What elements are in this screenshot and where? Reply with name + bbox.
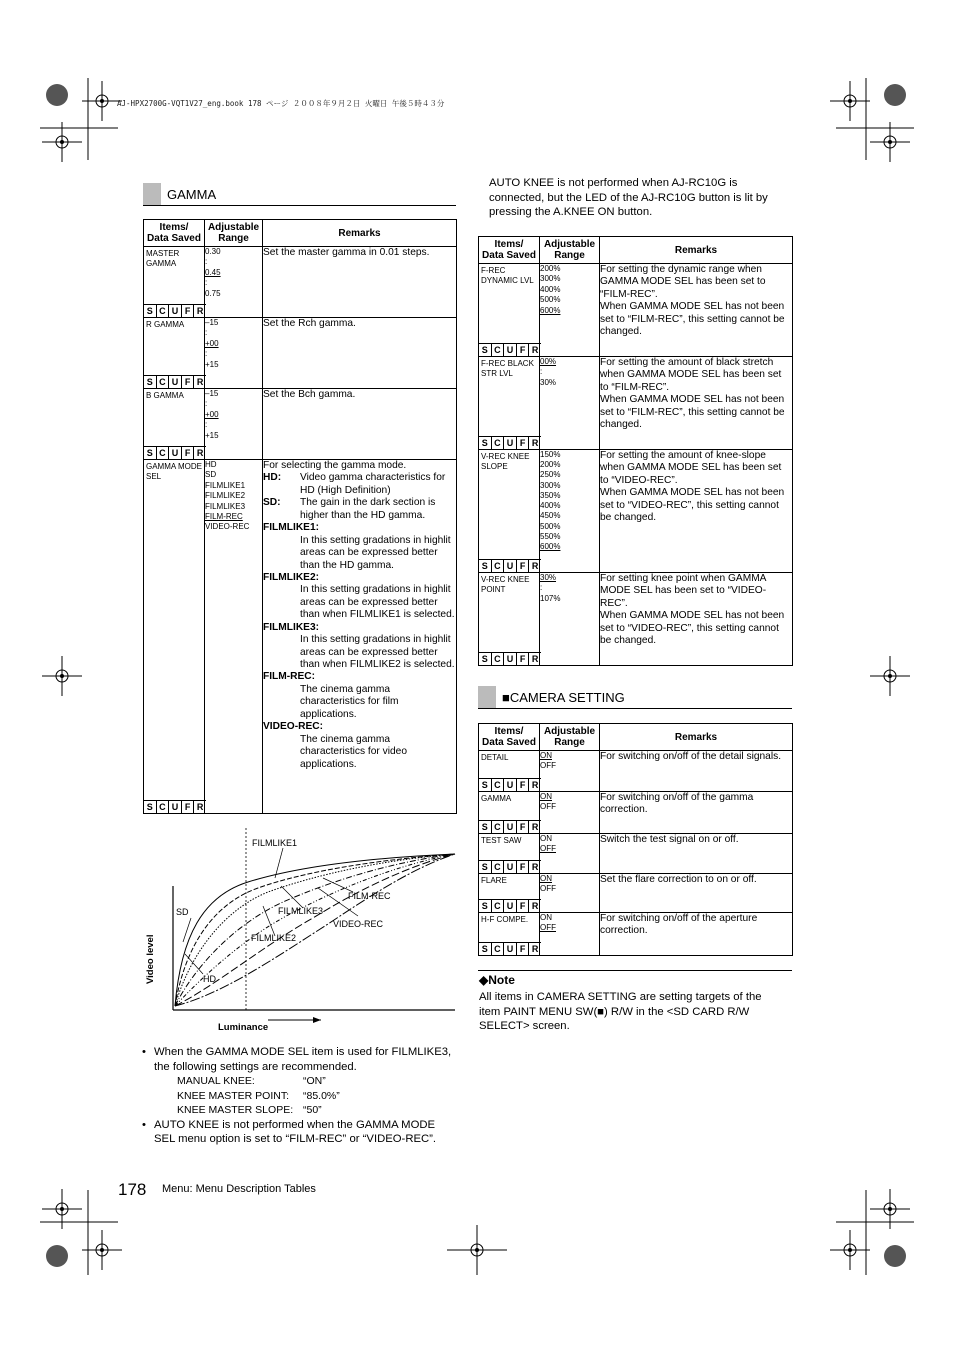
setting-value: “50”	[303, 1104, 322, 1116]
flag-r: R	[194, 446, 206, 459]
flag-s: S	[479, 343, 492, 356]
auto-knee-note: AUTO KNEE is not performed when AJ-RC10G is connected, but the LED of the AJ-RC10G button is lit by pressing the A.KNEE ON button.	[489, 177, 768, 218]
item-name: H-F COMPE.	[481, 915, 529, 924]
y-axis-label: Video level	[145, 934, 156, 984]
flag-r: R	[529, 820, 541, 833]
flag-c: C	[157, 304, 170, 317]
range-value: 30%	[540, 573, 557, 582]
table-row	[479, 357, 793, 450]
table-row	[479, 792, 793, 834]
table-row	[479, 573, 793, 666]
flag-f: F	[517, 899, 530, 912]
save-flags	[479, 343, 541, 356]
item-name: GAMMA	[481, 794, 512, 803]
range-value: :	[205, 278, 208, 288]
range-value: HD	[205, 460, 217, 469]
range-value: FILM-REC	[205, 511, 243, 521]
flag-c: C	[492, 942, 505, 955]
remarks: Switch the test signal on or off.	[600, 834, 793, 874]
mode-key: FILMLIKE2:	[263, 571, 320, 583]
save-flags	[144, 446, 206, 459]
flag-u: U	[504, 436, 517, 449]
flag-r: R	[529, 942, 541, 955]
range-value: +00	[205, 338, 219, 348]
curve-film-rec	[175, 854, 455, 1006]
mode-key: SD:	[263, 497, 281, 509]
col-items-header: Items/ Data Saved	[144, 220, 205, 247]
flag-r: R	[529, 899, 541, 912]
gamma-curve-graph	[143, 826, 457, 1036]
table-row	[144, 389, 457, 460]
flag-c: C	[492, 652, 505, 665]
range-value: –15	[205, 318, 219, 327]
range-value: 350%	[540, 490, 561, 500]
remarks: For switching on/off of the aperture correction.	[600, 913, 793, 956]
save-flags	[144, 800, 206, 813]
camera-table	[478, 723, 793, 956]
setting-row	[165, 1074, 457, 1089]
flag-c: C	[492, 343, 505, 356]
curve-video-rec	[175, 854, 455, 1006]
range-list	[205, 318, 263, 389]
save-flags	[479, 436, 541, 449]
mode-key: HD:	[263, 472, 282, 484]
range-value: :	[205, 420, 208, 430]
range-value: :	[205, 257, 208, 267]
recommended-settings	[142, 1074, 457, 1118]
table-row	[479, 264, 793, 357]
flag-u: U	[169, 375, 182, 388]
mode-desc: In this setting gradations in highlit areas can be expressed better than when FILMLIKE1 is selected.	[300, 584, 455, 621]
label-filmlike2: FILMLIKE2	[251, 933, 297, 943]
range-value: –15	[205, 389, 219, 398]
range-value: OFF	[540, 844, 556, 854]
label-video-rec: VIDEO-REC	[333, 919, 384, 929]
curve-filmlike1	[175, 854, 455, 1006]
remarks: For setting the dynamic range when GAMMA MODE SEL has been set to “FILM-REC”. When GAMMA MODE SEL has not been set to “FILM-REC”, this setting cannot be changed.	[600, 264, 793, 357]
range-value: 450%	[540, 511, 561, 521]
heading-marker	[143, 183, 161, 205]
flag-r: R	[194, 304, 206, 317]
flag-u: U	[504, 778, 517, 791]
range-value: 400%	[540, 501, 561, 511]
setting-value: “85.0%”	[303, 1089, 340, 1102]
flag-s: S	[479, 860, 492, 873]
range-value: :	[540, 367, 543, 377]
save-flags	[479, 778, 541, 791]
mode-desc: In this setting gradations in highlit areas can be expressed better than when FILMLIKE2 is selected.	[300, 634, 455, 670]
col-range-header: Adjustable Range	[205, 220, 263, 247]
note-text: All items in CAMERA SETTING are setting targets of the item PAINT MENU SW(■) R/W in the <SD CARD R/W SELECT> screen.	[479, 991, 762, 1032]
flag-r: R	[529, 778, 541, 791]
flag-c: C	[157, 800, 170, 813]
flag-r: R	[194, 800, 206, 813]
flag-f: F	[517, 436, 530, 449]
table-row	[144, 247, 457, 318]
range-value: 550%	[540, 531, 561, 541]
range-value: 500%	[540, 295, 561, 305]
col-range-header: Adjustable Range	[540, 237, 600, 264]
range-value: 150%	[540, 450, 561, 459]
range-list	[205, 247, 263, 318]
col-items-header: Items/ Data Saved	[479, 724, 540, 751]
setting-key: MANUAL KNEE:	[177, 1075, 255, 1087]
item-name: DETAIL	[481, 753, 509, 762]
range-list	[205, 389, 263, 460]
flag-u: U	[504, 559, 517, 572]
item-name: MASTER GAMMA	[146, 249, 180, 268]
mode-desc: The cinema gamma characteristics for film applications.	[300, 683, 399, 720]
mode-key: FILMLIKE3:	[263, 621, 320, 633]
flag-s: S	[479, 942, 492, 955]
save-flags	[479, 942, 541, 955]
camera-heading-label: ■CAMERA SETTING	[502, 690, 625, 705]
range-list	[540, 874, 600, 913]
curve-filmlike3	[175, 854, 455, 1006]
range-value: FILMLIKE3	[205, 501, 246, 511]
mode-desc: The cinema gamma characteristics for video applications.	[300, 733, 408, 770]
col-items-header: Items/ Data Saved	[479, 237, 540, 264]
range-value: ON	[540, 913, 552, 922]
flag-r: R	[529, 343, 541, 356]
save-flags	[479, 860, 541, 873]
range-value: 30%	[540, 377, 557, 387]
mode-key: VIDEO-REC:	[263, 721, 323, 733]
flag-s: S	[144, 800, 157, 813]
save-flags	[479, 899, 541, 912]
note-title: ◆Note	[479, 973, 515, 987]
remarks: For switching on/off of the detail signals.	[600, 751, 793, 792]
flag-s: S	[479, 778, 492, 791]
note-divider	[478, 970, 792, 971]
flag-r: R	[194, 375, 206, 388]
flag-u: U	[169, 800, 182, 813]
flag-c: C	[157, 375, 170, 388]
range-value: 300%	[540, 274, 561, 284]
range-value: :	[205, 328, 208, 338]
flag-c: C	[492, 899, 505, 912]
range-value: :	[540, 583, 543, 593]
flag-s: S	[479, 820, 492, 833]
range-value: SD	[205, 470, 217, 480]
range-value: OFF	[540, 923, 556, 933]
range-value: 0.75	[205, 288, 221, 298]
footer-caption: Menu: Menu Description Tables	[162, 1183, 316, 1195]
flag-c: C	[492, 559, 505, 572]
range-list	[540, 573, 600, 666]
flag-u: U	[504, 652, 517, 665]
flag-s: S	[144, 446, 157, 459]
save-flags	[479, 652, 541, 665]
col-remarks-header: Remarks	[600, 237, 793, 264]
table-row	[479, 913, 793, 956]
range-value: 600%	[540, 305, 561, 315]
flag-c: C	[492, 820, 505, 833]
range-value: :	[205, 399, 208, 409]
flag-s: S	[479, 652, 492, 665]
label-film-rec: FILM-REC	[348, 891, 391, 901]
flag-r: R	[529, 559, 541, 572]
note-bullet: • AUTO KNEE is not performed when the GAMMA MODE SEL menu option is set to “FILM-REC” or “VIDEO-REC”.	[142, 1118, 457, 1147]
mode-desc: Video gamma characteristics for HD (High Definition)	[300, 472, 446, 496]
page-number: 178	[118, 1180, 147, 1199]
remarks: Set the master gamma in 0.01 steps.	[263, 247, 457, 318]
range-value: 0.30	[205, 247, 221, 256]
table-row	[479, 874, 793, 913]
remarks	[263, 460, 457, 814]
flag-u: U	[169, 446, 182, 459]
flag-f: F	[182, 304, 195, 317]
flag-u: U	[169, 304, 182, 317]
flag-c: C	[492, 860, 505, 873]
gamma-table	[143, 219, 457, 814]
flag-u: U	[504, 942, 517, 955]
range-value: ON	[540, 874, 552, 883]
flag-r: R	[529, 860, 541, 873]
label-filmlike3: FILMLIKE3	[278, 906, 324, 916]
range-value: +15	[205, 359, 219, 369]
col-range-header: Adjustable Range	[540, 724, 600, 751]
print-header-line: AJ-HPX2700G-VQT1V27_eng.book 178 ページ ２００８年９月２日 火曜日 午後５時４３分	[117, 99, 445, 108]
flag-f: F	[517, 778, 530, 791]
flag-f: F	[517, 820, 530, 833]
range-value: VIDEO-REC	[205, 522, 250, 532]
range-value: FILMLIKE2	[205, 491, 246, 501]
table-row	[479, 834, 793, 874]
setting-row	[165, 1103, 457, 1118]
flag-u: U	[504, 899, 517, 912]
curve-hd	[175, 854, 455, 1006]
range-value: 200%	[540, 460, 561, 470]
range-value: 600%	[540, 542, 561, 552]
range-value: +15	[205, 430, 219, 440]
gamma-notes	[142, 1045, 457, 1147]
label-filmlike1: FILMLIKE1	[252, 838, 298, 848]
flag-f: F	[517, 652, 530, 665]
remarks: Set the Bch gamma.	[263, 389, 457, 460]
range-value: ON	[540, 751, 552, 760]
remarks-intro: For selecting the gamma mode.	[263, 460, 407, 471]
item-name: GAMMA MODE SEL	[146, 462, 203, 481]
mode-key: FILM-REC:	[263, 671, 316, 683]
item-name: F-REC BLACK STR LVL	[481, 359, 534, 378]
range-list	[540, 450, 600, 573]
flag-s: S	[479, 436, 492, 449]
gamma-section-heading	[143, 183, 456, 206]
flag-r: R	[529, 652, 541, 665]
flag-s: S	[479, 899, 492, 912]
range-value: 500%	[540, 521, 561, 531]
range-value: 200%	[540, 264, 561, 273]
flag-f: F	[517, 942, 530, 955]
remarks: For setting the amount of knee-slope when GAMMA MODE SEL has been set to “VIDEO-REC”. When GAMMA MODE SEL has not been set to “VIDEO-REC”, this setting cannot be changed.	[600, 450, 793, 573]
flag-f: F	[517, 343, 530, 356]
flag-s: S	[479, 559, 492, 572]
flag-s: S	[144, 375, 157, 388]
setting-key: KNEE MASTER POINT:	[177, 1089, 290, 1102]
range-value: 00%	[540, 357, 557, 366]
remarks: For setting knee point when GAMMA MODE SEL has been set to “VIDEO-REC”. When GAMMA MODE SEL has not been set to “VIDEO-REC”, this setting cannot be changed.	[600, 573, 793, 666]
save-flags	[144, 375, 206, 388]
flag-f: F	[182, 375, 195, 388]
col-remarks-header: Remarks	[263, 220, 457, 247]
item-name: V-REC KNEE POINT	[481, 575, 530, 594]
item-name: TEST SAW	[481, 836, 522, 845]
range-value: ON	[540, 834, 552, 843]
save-flags	[479, 820, 541, 833]
flag-f: F	[182, 446, 195, 459]
note-bullet: • When the GAMMA MODE SEL item is used for FILMLIKE3, the following settings are recommended.	[142, 1045, 457, 1074]
flag-c: C	[492, 778, 505, 791]
range-value: 250%	[540, 470, 561, 480]
mode-desc: In this setting gradations in highlit areas can be expressed better than the HD gamma.	[300, 534, 451, 571]
gamma-heading-label: GAMMA	[167, 187, 217, 202]
item-name: B GAMMA	[146, 391, 184, 400]
camera-section-heading	[478, 686, 792, 709]
range-list	[540, 913, 600, 956]
table-row	[479, 450, 793, 573]
knee-table	[478, 236, 793, 666]
range-value: 107%	[540, 593, 561, 603]
mode-key: FILMLIKE1:	[263, 522, 320, 534]
curve-sd	[175, 854, 455, 1006]
curve-filmlike2	[175, 854, 455, 1006]
flag-u: U	[504, 860, 517, 873]
flag-f: F	[517, 860, 530, 873]
item-name: FLARE	[481, 876, 507, 885]
save-flags	[144, 304, 206, 317]
remarks: For switching on/off of the gamma correction.	[600, 792, 793, 834]
flag-c: C	[492, 436, 505, 449]
setting-key: KNEE MASTER SLOPE:	[177, 1104, 294, 1116]
remarks: Set the flare correction to on or off.	[600, 874, 793, 913]
setting-value: “ON”	[303, 1075, 326, 1087]
range-value: 400%	[540, 284, 561, 294]
range-value: ON	[540, 792, 552, 801]
flag-c: C	[157, 446, 170, 459]
remarks: Set the Rch gamma.	[263, 318, 457, 389]
x-axis-label: Luminance	[218, 1022, 269, 1033]
range-value: OFF	[540, 884, 556, 894]
item-name: F-REC DYNAMIC LVL	[481, 266, 534, 285]
flag-s: S	[144, 304, 157, 317]
table-row	[144, 460, 457, 814]
range-list	[540, 751, 600, 792]
range-value: 300%	[540, 480, 561, 490]
table-row	[479, 751, 793, 792]
range-value: OFF	[540, 802, 556, 812]
range-list	[205, 460, 263, 814]
range-value: :	[205, 349, 208, 359]
flag-f: F	[517, 559, 530, 572]
flag-r: R	[529, 436, 541, 449]
table-row	[144, 318, 457, 389]
range-list	[540, 792, 600, 834]
flag-u: U	[504, 820, 517, 833]
label-sd: SD	[176, 907, 189, 917]
setting-row	[165, 1089, 457, 1104]
range-value: FILMLIKE1	[205, 480, 246, 490]
remarks: For setting the amount of black stretch when GAMMA MODE SEL has been set to “FILM-REC”. When GAMMA MODE SEL has not been set to “FILM-REC”, this setting cannot be changed.	[600, 357, 793, 450]
label-hd: HD	[203, 974, 216, 984]
col-remarks-header: Remarks	[600, 724, 793, 751]
range-list	[540, 357, 600, 450]
mode-desc: The gain in the dark section is higher than the HD gamma.	[300, 497, 436, 521]
heading-marker	[478, 686, 496, 708]
range-value: 0.45	[205, 267, 221, 277]
save-flags	[479, 559, 541, 572]
range-value: +00	[205, 409, 219, 419]
range-list	[540, 834, 600, 874]
flag-u: U	[504, 343, 517, 356]
range-value: OFF	[540, 761, 556, 771]
item-name: V-REC KNEE SLOPE	[481, 452, 530, 471]
flag-f: F	[182, 800, 195, 813]
item-name: R GAMMA	[146, 320, 185, 329]
range-list	[540, 264, 600, 357]
